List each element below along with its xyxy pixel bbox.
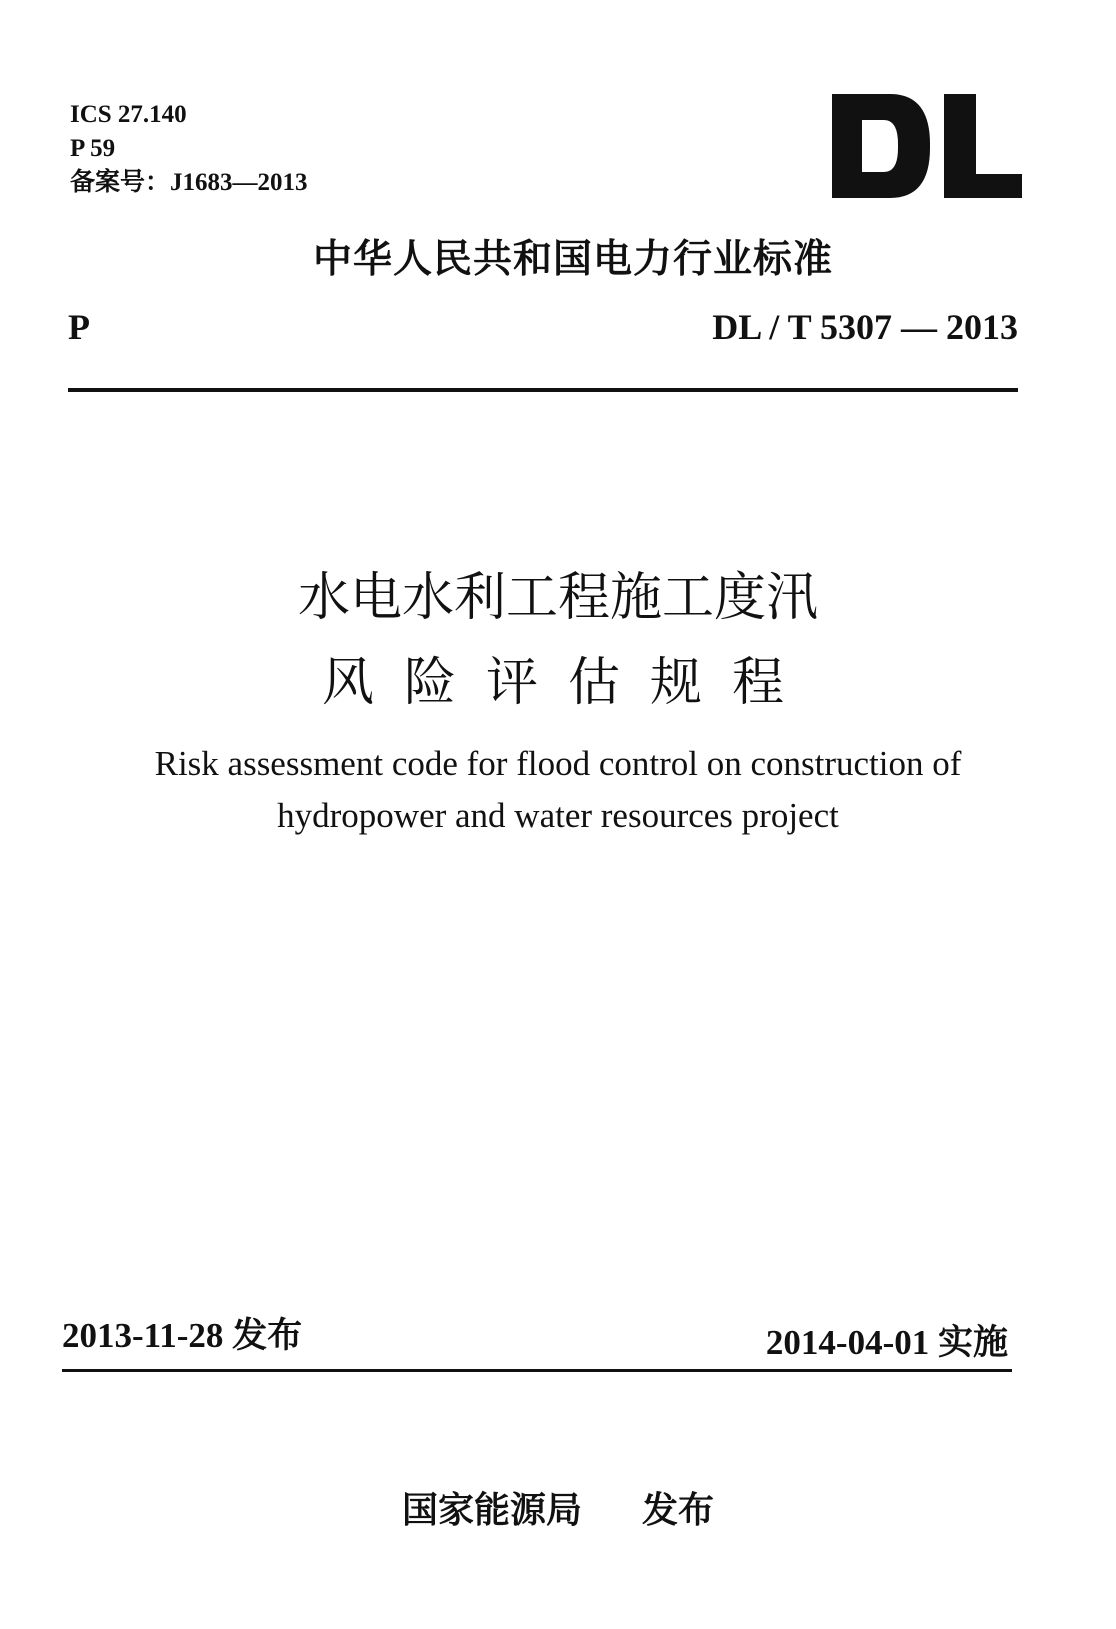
title-en-line1: Risk assessment code for flood control on construction of [154, 744, 962, 783]
industry-standard-title: 中华人民共和国电力行业标准 [312, 237, 833, 282]
publish-date-block [62, 1308, 302, 1358]
issuer-block [0, 1482, 1116, 1533]
issuer-name: 国家能源局 [401, 1490, 582, 1531]
standard-number: DL / T 5307 — 2013 [712, 307, 1018, 347]
publish-label: 发布 [232, 1316, 303, 1356]
issuer-action: 发布 [642, 1490, 715, 1531]
effective-date: 2014-04-01 [765, 1323, 930, 1362]
title-en [0, 738, 1116, 842]
bottom-divider [62, 1369, 1012, 1372]
title-cn-line1: 水电水利工程施工度汛 [297, 568, 818, 628]
effective-label: 实施 [937, 1323, 1008, 1363]
record-number: 备案号：J1683—2013 [70, 169, 308, 196]
title-en-line2: hydropower and water resources project [277, 796, 839, 835]
dl-logo [832, 86, 1022, 206]
document-codes [70, 98, 308, 200]
top-divider [68, 388, 1018, 392]
classification-code: P [68, 307, 90, 347]
effective-date-block [766, 1315, 1008, 1365]
title-cn-line2: 风险评估规程 [321, 653, 814, 713]
publish-date: 2013-11-28 [62, 1316, 224, 1355]
ics-code: ICS 27.140 [70, 101, 187, 128]
class-code-line: P 59 [70, 135, 116, 162]
